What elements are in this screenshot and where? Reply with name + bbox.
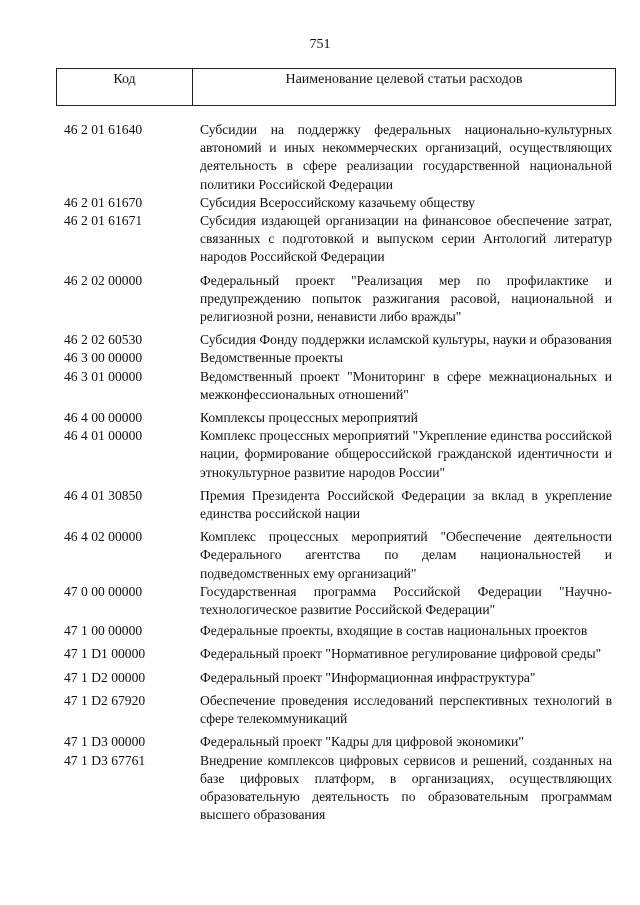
- table-row: [64, 331, 612, 349]
- row-description: Федеральные проекты, входящие в состав национальных проектов: [200, 623, 588, 639]
- row-description: Премия Президента Российской Федерации за вклад в укрепление единства российской нации: [200, 487, 612, 522]
- row-description: Субсидии на поддержку федеральных национально-культурных автономий и иных некоммерческих организаций, осуществляющих деятельность в сфере реализации государственной национальной политики Российской Федерации: [200, 122, 612, 192]
- row-description: Комплекс процессных мероприятий "Обеспечение деятельности Федерального агентства по делам национальностей и подведомственных ему организаций": [200, 529, 612, 581]
- row-description: Федеральный проект "Реализация мер по профилактике и предупреждению попыток разжигания расовой, национальной и религиозной розни, ненависти либо вражды": [200, 272, 612, 325]
- table-body: [64, 121, 612, 824]
- row-description: Ведомственные проекты: [200, 350, 344, 366]
- table-row: [64, 427, 612, 482]
- row-description: Федеральный проект "Информационная инфраструктура": [200, 669, 536, 685]
- table-row: [64, 487, 612, 523]
- row-description: Государственная программа Российской Федерации "Научно-технологическое развитие Российской Федерации": [200, 583, 612, 618]
- row-code: 46 3 00 00000: [64, 350, 143, 366]
- row-code: 46 2 02 60530: [64, 332, 143, 348]
- row-description: Федеральный проект "Кадры для цифровой экономики": [200, 734, 524, 750]
- table-row: [64, 272, 612, 327]
- table-row: [64, 212, 612, 267]
- row-code: 46 3 01 00000: [64, 368, 143, 384]
- row-code: 47 1 D1 00000: [64, 646, 146, 662]
- row-description: Федеральный проект "Нормативное регулирование цифровой среды": [200, 646, 602, 662]
- table-row: [64, 692, 612, 728]
- row-description: Субсидия Всероссийскому казачьему обществу: [200, 194, 475, 210]
- row-description: Комплексы процессных мероприятий: [200, 410, 418, 426]
- row-description: Обеспечение проведения исследований перспективных технологий в сфере телекоммуникаций: [200, 692, 612, 727]
- table-row: [64, 368, 612, 404]
- table-row: [64, 409, 612, 427]
- table-row: [64, 194, 612, 212]
- table-row: [64, 752, 612, 825]
- row-code: 46 4 02 00000: [64, 529, 143, 545]
- table-row: [64, 645, 612, 663]
- row-code: 47 1 D3 00000: [64, 734, 146, 750]
- table-row: [64, 669, 612, 687]
- row-description: Внедрение комплексов цифровых сервисов и решений, созданных на базе цифровых платформ, в организациях, осуществляющих образовательную деятельность по образовательным программам высшего образования: [200, 752, 612, 823]
- table-header: [56, 68, 616, 106]
- table-row: [64, 733, 612, 751]
- row-description: Ведомственный проект "Мониторинг в сфере межнациональных и межконфессиональных отношений": [200, 368, 612, 402]
- table-row: [64, 622, 612, 640]
- row-description: Субсидия издающей организации на финансовое обеспечение затрат, связанных с подготовкой и выпуском серии Антологий литератур народов Российской Федерации: [200, 213, 612, 265]
- row-description: Комплекс процессных мероприятий "Укрепление единства российской нации, формирование общероссийской гражданской идентичности и этнокультурное развитие народов России": [200, 428, 612, 480]
- row-code: 46 4 00 00000: [64, 410, 143, 426]
- row-code: 46 2 01 61670: [64, 194, 143, 210]
- row-code: 47 0 00 00000: [64, 583, 143, 599]
- table-row: [64, 349, 612, 367]
- table-row: [64, 121, 612, 194]
- column-header-code: Код: [57, 69, 193, 105]
- table-row: [64, 528, 612, 583]
- row-code: 47 1 D2 67920: [64, 692, 146, 708]
- row-code: 47 1 D3 67761: [64, 752, 146, 768]
- column-header-name: Наименование целевой статьи расходов: [285, 72, 523, 87]
- row-description: Субсидия Фонду поддержки исламской культуры, науки и образования: [200, 332, 612, 348]
- page-number: 751: [309, 37, 331, 52]
- row-code: 46 2 02 00000: [64, 272, 143, 288]
- row-code: 47 1 D2 00000: [64, 669, 146, 685]
- row-code: 47 1 00 00000: [64, 623, 143, 639]
- row-code: 46 4 01 30850: [64, 487, 143, 503]
- table-row: [64, 583, 612, 619]
- row-code: 46 4 01 00000: [64, 428, 143, 444]
- row-code: 46 2 01 61640: [64, 122, 143, 137]
- row-code: 46 2 01 61671: [64, 213, 143, 229]
